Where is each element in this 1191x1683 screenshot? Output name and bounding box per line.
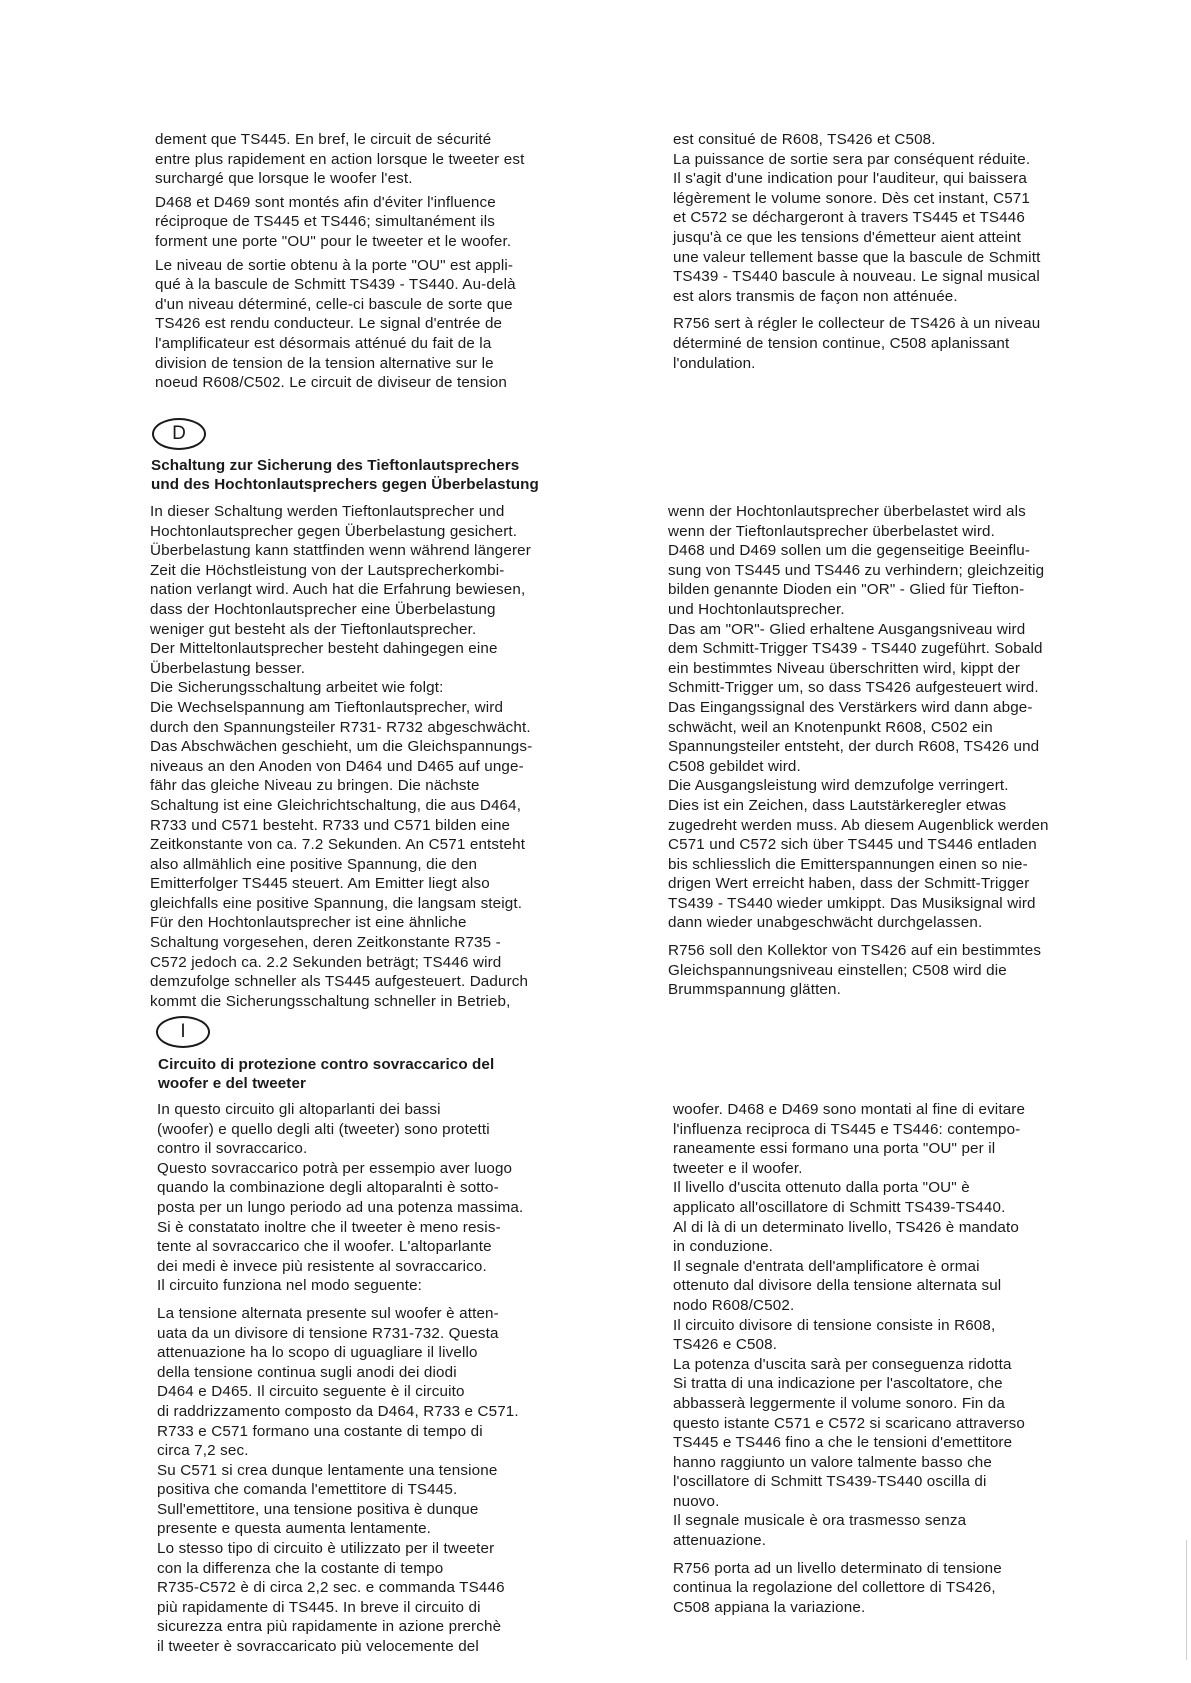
- french-right-paragraph-2: R756 sert à régler le collecteur de TS426 à un niveau déterminé de tension continue, C508 aplanissant l'ondulation.: [673, 315, 1041, 372]
- french-left-column: [155, 130, 635, 397]
- french-left-paragraph-2: D468 et D469 sont montés afin d'éviter l'influence réciproque de TS445 et TS446; simultanément ils forment une porte "OU" pour le tweeter et le woofer.: [155, 193, 512, 250]
- german-left-paragraph-1: In dieser Schaltung werden Tieftonlautsprecher und Hochtonlautsprecher gegen Überbelastung gesichert. Überbelastung kann stattfinden wenn während längerer Zeit die Höchstleistung von der Lautsprecherkombi- nation verlangt wird. Auch hat die Erfahrung bewiesen, dass der Hochtonlautsprecher eine Überbelastung weniger gut besteht als der Tieftonlautsprecher. Der Mitteltonlautsprecher besteht dahingegen eine Überbelastung besser. Die Sicherungsschaltung arbeitet wie folgt: Die Wechselspannung am Tieftonlautsprecher, wird durch den Spannungsteiler R731- R732 abgeschwächt. Das Abschwächen geschieht, um die Gleichspannungs- niveaus an den Anoden von D464 und D465 auf unge- fähr das gleiche Niveau zu bringen. Die nächste Schaltung ist eine Gleichrichtschaltung, die aus D464, R733 und C571 besteht. R733 und C571 bilden eine Zeitkonstante von ca. 7.2 Sekunden. An C571 entsteht also allmählich eine positive Spannung, die den Emitterfolger TS445 steuert. Am Emitter liegt also gleichfalls eine positive Spannung, die langsam steigt. Für den Hochtonlautsprecher ist eine ähnliche Schaltung vorgesehen, deren Zeitkonstante R735 - C572 jedoch ca. 2.2 Sekunden beträgt; TS446 wird demzufolge schneller als TS445 aufgesteuert. Dadurch kommt die Sicherungsschaltung schneller in Betrieb,: [150, 503, 533, 1010]
- italian-heading: Circuito di protezione contro sovraccarico del woofer e del tweeter: [158, 1056, 495, 1092]
- german-right-column: [668, 502, 1158, 1004]
- french-right-column: [673, 130, 1153, 377]
- italian-section-marker: I: [156, 1016, 210, 1048]
- german-right-paragraph-1: wenn der Hochtonlautsprecher überbelastet wird als wenn der Tieftonlautsprecher überbelastet wird. D468 und D469 sollen um die gegenseitige Beeinflu- sung von TS445 und TS446 zu verhindern; gleichzeitig bilden genannte Dioden ein "OR" - Glied für Tiefton- und Hochtonlautsprecher. Das am "OR"- Glied erhaltene Ausgangsniveau wird dem Schmitt-Trigger TS439 - TS440 zugeführt. Sobald ein bestimmtes Niveau überschritten wird, kippt der Schmitt-Trigger um, so dass TS426 aufgesteuert wird. Das Eingangssignal des Verstärkers wird dann abge- schwächt, weil an Knotenpunkt R608, C502 ein Spannungsteiler entsteht, der durch R608, TS426 und C508 gebildet wird. Die Ausgangsleistung wird demzufolge verringert. Dies ist ein Zeichen, dass Lautstärkeregler etwas zugedreht werden muss. Ab diesem Augenblick werden C571 und C572 sich über TS445 und TS446 entladen bis schliesslich die Emitterspannungen einen so nie- drigen Wert erreicht haben, dass der Schmitt-Trigger TS439 - TS440 wieder umkippt. Das Musiksignal wird dann wieder unabgeschwächt durchgelassen.: [668, 503, 1049, 932]
- french-right-paragraph-1: est consitué de R608, TS426 et C508. La puissance de sortie sera par conséquent réduite. Il s'agit d'une indication pour l'auditeur, qui baissera légèrement le volume sonore. Dès cet instant, C571 et C572 se déchargeront à travers TS445 et TS446 jusqu'à ce que les tensions d'émetteur aient atteint une valeur tellement basse que la bascule de Schmitt TS439 - TS440 bascule à nouveau. Le signal musical est alors transmis de façon non atténuée.: [673, 131, 1041, 305]
- german-right-paragraph-2: R756 soll den Kollektor von TS426 auf ein bestimmtes Gleichspannungsniveau einstellen; C508 wird die Brummspannung glätten.: [668, 942, 1042, 999]
- italian-left-column: [157, 1100, 642, 1661]
- german-section-marker: D: [152, 418, 206, 450]
- french-left-paragraph-1: dement que TS445. En bref, le circuit de sécurité entre plus rapidement en action lorsque le tweeter est surchargé que lorsque le woofer l'est.: [155, 131, 525, 188]
- german-left-column: [150, 502, 640, 1015]
- italian-right-column: [673, 1100, 1153, 1621]
- italian-left-paragraph-1: In questo circuito gli altoparlanti dei bassi (woofer) e quello degli alti (tweeter) sono protetti contro il sovraccarico. Questo sovraccarico potrà per essempio aver luogo quando la combinazione degli altoparalnti è sotto- posta per un lungo periodo ad una potenza massima. Si è constatato inoltre che il tweeter è meno resis- tente al sovraccarico che il woofer. L'altoparlante dei medi è invece più resistente al sovraccarico. Il circuito funziona nel modo seguente:: [157, 1101, 524, 1295]
- italian-left-paragraph-2: La tensione alternata presente sul woofer è atten- uata da un divisore di tensione R731-732. Questa attenuazione ha lo scopo di uguagliare il livello della tensione continua sugli anodi dei diodi D464 e D465. Il circuito seguente è il circuito di raddrizzamento composto da D464, R733 e C571. R733 e C571 formano una costante di tempo di circa 7,2 sec. Su C571 si crea dunque lentamente una tensione positiva che comanda l'emettitore di TS445. Sull'emettitore, una tensione positiva è dunque presente e questa aumenta lentamente. Lo stesso tipo di circuito è utilizzato per il tweeter con la differenza che la costante di tempo R735-C572 è di circa 2,2 sec. e commanda TS446 più rapidamente di TS445. In breve il circuito di sicurezza entra più rapidamente in azione prerchè il tweeter è sovraccaricato più velocemente del: [157, 1304, 519, 1656]
- italian-right-paragraph-1: woofer. D468 e D469 sono montati al fine di evitare l'influenza reciproca di TS445 e TS446: contempo- raneamente essi formano una porta "OU" per il tweeter e il woofer. Il livello d'uscita ottenuto dalla porta "OU" è applicato all'oscillatore di Schmitt TS439-TS440. Al di là di un determinato livello, TS426 è mandato in conduzione. Il segnale d'entrata dell'amplificatore è ormai ottenuto dal divisore della tensione alternata sul nodo R608/C502. Il circuito divisore di tensione consiste in R608, TS426 e C508. La potenza d'uscita sarà per conseguenza ridotta Si tratta di una indicazione per l'ascoltatore, che abbasserà leggermente il volume sonoro. Fin da questo istante C571 e C572 si scaricano attraverso TS445 e TS446 fino a che le tensioni d'emettitore hanno raggiunto un valore talmente basso che l'oscillatore di Schmitt TS439-TS440 oscilla di nuovo. Il segnale musicale è ora trasmesso senza attenuazione.: [673, 1101, 1026, 1550]
- italian-right-paragraph-2: R756 porta ad un livello determinato di tensione continua la regolazione del collettore di TS426, C508 appiana la variazione.: [673, 1559, 1002, 1616]
- french-left-paragraph-3: Le niveau de sortie obtenu à la porte "OU" est appli- qué à la bascule de Schmitt TS439 - TS440. Au-delà d'un niveau déterminé, celle-ci bascule de sorte que TS426 est rendu conducteur. Le signal d'entrée de l'amplificateur est désormais atténué du fait de la division de tension de la tension alternative sur le noeud R608/C502. Le circuit de diviseur de tension: [155, 256, 516, 392]
- german-heading: Schaltung zur Sicherung des Tieftonlautsprechers und des Hochtonlautsprechers gegen Überbelastung: [151, 457, 539, 493]
- scan-edge-mark: [1186, 1540, 1187, 1660]
